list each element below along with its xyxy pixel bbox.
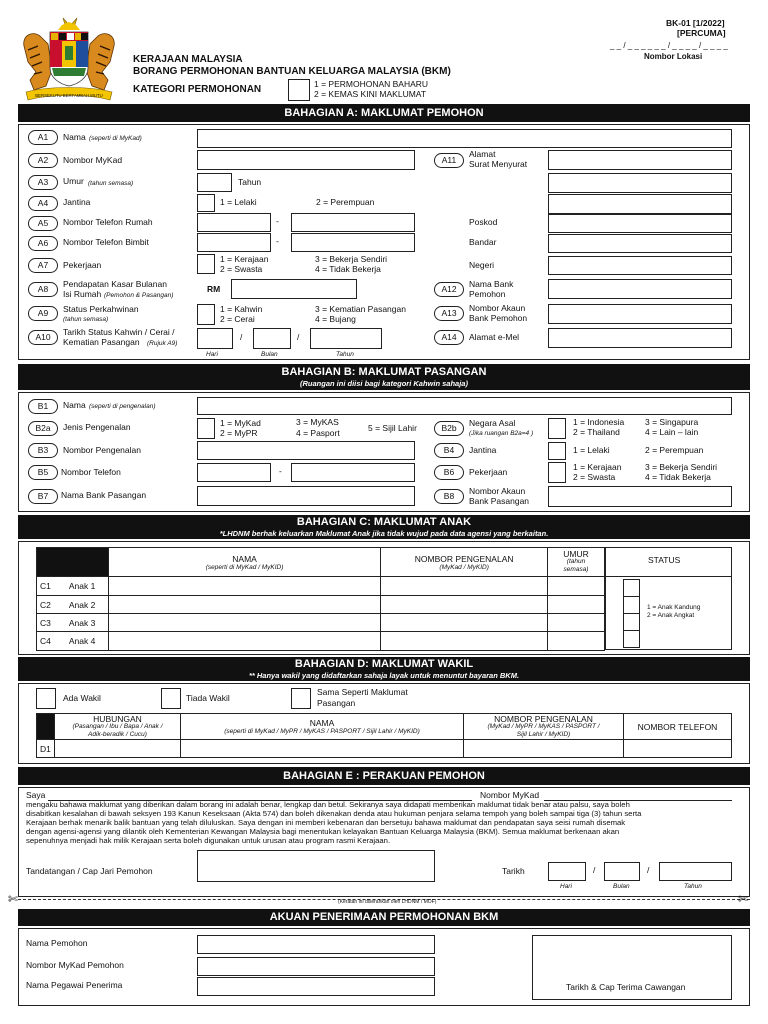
child-4-age-input[interactable] <box>548 632 605 651</box>
relationship-title: HUBUNGAN <box>93 713 142 724</box>
b4-option-2: 2 = Perempuan <box>645 445 704 455</box>
a3-unit: Tahun <box>238 177 262 187</box>
a7-option-4: 4 = Tidak Bekerja <box>315 264 381 274</box>
a10-label-line2: Kematian Pasangan <box>63 337 140 347</box>
a8-code: A8 <box>28 282 58 297</box>
ack-mykad-input[interactable] <box>197 957 435 976</box>
a5-label: Nombor Telefon Rumah <box>63 217 153 227</box>
a12-label-line1: Nama Bank <box>469 279 514 289</box>
shield-icon <box>50 32 88 86</box>
b2a-code: B2a <box>28 421 58 436</box>
child-3-label-cell <box>37 614 109 632</box>
b2b-option-1: 1 = Indonesia <box>573 417 625 427</box>
state-label: Negeri <box>469 260 495 270</box>
b2a-option-4: 4 = Pasport <box>296 428 340 438</box>
b2b-option-2: 2 = Thailand <box>573 427 620 437</box>
state-input[interactable] <box>548 256 732 275</box>
row-code: C2 <box>40 599 51 610</box>
children-id-header <box>381 548 548 577</box>
declaration-line-1: mengaku bahawa maklumat yang diberikan dalam borang ini adalah benar, lengkap dan betul. Sekiranya saya didapati memberikan maklumat tidak benar atau palsu, saya boleh <box>26 800 630 809</box>
representative-name-header <box>181 714 464 740</box>
a13-label-line2: Bank Pemohon <box>469 313 528 323</box>
section-c-header <box>18 515 750 539</box>
section-b-title: BAHAGIAN B: MAKLUMAT PASANGAN <box>281 366 487 378</box>
child-3-id-input[interactable] <box>381 614 548 632</box>
children-header-blank <box>37 548 109 577</box>
date-month-label: Bulan <box>613 883 630 890</box>
child-4-name-input[interactable] <box>108 632 380 651</box>
section-e-header: BAHAGIAN E : PERAKUAN PEMOHON <box>18 767 750 785</box>
b2a-label: Jenis Pengenalan <box>63 422 131 432</box>
a10-slash-2: / <box>297 332 300 342</box>
row-code: C1 <box>40 581 51 591</box>
a3-age-input[interactable] <box>197 173 232 192</box>
a4-code: A4 <box>28 196 58 211</box>
declarant-mykad-label: Nombor MyKad <box>480 790 540 800</box>
table-row <box>37 740 732 758</box>
b6-occupation-input[interactable] <box>548 462 566 483</box>
date-slash-2: / <box>647 865 650 875</box>
child-2-id-input[interactable] <box>381 596 548 614</box>
b6-option-1: 1 = Kerajaan <box>573 462 622 472</box>
a10-day-label: Hari <box>206 351 218 358</box>
a10-year-input[interactable] <box>310 328 382 349</box>
a8-currency: RM <box>207 284 221 294</box>
b8-label-line2: Bank Pasangan <box>469 496 530 506</box>
a6-mobile-number-input[interactable] <box>291 233 415 252</box>
children-id-note: (MyKad / MyKID) <box>439 563 489 571</box>
b2a-option-3: 3 = MyKAS <box>296 417 339 427</box>
b7-label: Nama Bank Pasangan <box>61 490 147 500</box>
b7-bank-name-input[interactable] <box>197 486 415 506</box>
a2-label: Nombor MyKad <box>63 155 123 165</box>
children-id-title: NOMBOR PENGENALAN <box>414 553 514 564</box>
b6-option-3: 3 = Bekerja Sendiri <box>645 462 718 472</box>
a3-note: (tahun semasa) <box>88 180 134 187</box>
a5-phone-prefix-input[interactable] <box>197 213 271 232</box>
relationship-note-1: (Pasangan / Ibu / Bapa / Anak / <box>72 722 163 730</box>
cut-note: (Keratan ini diserahkan oleh LHDNM / MOF) <box>338 899 437 905</box>
city-input[interactable] <box>548 234 732 253</box>
tiada-wakil-label: Tiada Wakil <box>186 693 230 703</box>
a8-note: (Pemohon & Pasangan) <box>104 292 174 299</box>
crest-motto: BERSEKUTU BERTAMBAH MUTU <box>35 93 103 98</box>
category-option-1: 1 = PERMOHONAN BAHARU <box>314 79 429 89</box>
same-as-spouse-checkbox[interactable] <box>291 688 311 709</box>
b5-phone-prefix-input[interactable] <box>197 463 271 482</box>
a11-address-line2-input[interactable] <box>548 173 732 193</box>
a12-label-line2: Pemohon <box>469 289 506 299</box>
date-year-input[interactable] <box>659 862 732 881</box>
child-3-age-input[interactable] <box>548 614 605 632</box>
row-label: Anak 3 <box>68 617 96 628</box>
same-as-spouse-label-line1: Sama Seperti Maklumat <box>317 687 408 697</box>
b2b-country-input[interactable] <box>548 418 566 439</box>
declarant-prefix: Saya <box>26 790 46 800</box>
b5-phone-number-input[interactable] <box>291 463 415 482</box>
a8-label-line2: Isi Rumah <box>63 289 102 299</box>
a11-code: A11 <box>434 153 464 168</box>
form-code: BK-01 [1/2022] <box>666 18 725 28</box>
a10-code: A10 <box>28 330 58 345</box>
b2b-note: (Jika ruangan B2a=4 ) <box>469 430 534 437</box>
ack-officer-label: Nama Pegawai Penerima <box>26 980 123 990</box>
a10-year-label: Tahun <box>336 351 354 358</box>
b2a-option-2: 2 = MyPR <box>220 428 258 438</box>
child-2-name-input[interactable] <box>108 596 380 614</box>
a6-label: Nombor Telefon Bimbit <box>63 237 149 247</box>
b3-code: B3 <box>28 443 58 458</box>
child-1-id-input[interactable] <box>381 577 548 596</box>
a6-dash: - <box>276 236 279 246</box>
section-d-subtitle: ** Hanya wakil yang didaftarkan sahaja layak untuk menuntut bayaran BKM. <box>248 671 520 680</box>
date-label: Tarikh <box>502 866 525 876</box>
representative-name-input[interactable] <box>181 740 464 758</box>
a9-option-1: 1 = Kahwin <box>220 304 263 314</box>
b6-code: B6 <box>434 465 464 480</box>
row-code: C4 <box>40 636 51 646</box>
date-slash-1: / <box>593 865 596 875</box>
children-age-title: UMUR <box>563 549 589 559</box>
ada-wakil-label: Ada Wakil <box>63 693 101 703</box>
children-age-header <box>548 548 605 577</box>
date-day-input[interactable] <box>548 862 586 881</box>
b1-label: Nama <box>63 400 86 410</box>
category-option-2: 2 = KEMAS KINI MAKLUMAT <box>314 89 427 99</box>
representative-id-input[interactable] <box>464 740 624 758</box>
row-label: Anak 4 <box>68 636 96 646</box>
row-code: C3 <box>40 617 51 628</box>
a9-code: A9 <box>28 306 58 321</box>
b6-option-4: 4 = Tidak Bekerja <box>645 472 711 482</box>
date-year-label: Tahun <box>684 883 702 890</box>
child-1-age-input[interactable] <box>548 577 605 596</box>
b8-account-input[interactable] <box>548 486 732 507</box>
b6-option-2: 2 = Swasta <box>573 472 616 482</box>
a2-mykad-input[interactable] <box>197 150 415 170</box>
a11-label-line1: Alamat <box>469 149 496 159</box>
representative-phone-input[interactable] <box>624 740 732 758</box>
a5-code: A5 <box>28 216 58 231</box>
postcode-input[interactable] <box>548 214 732 233</box>
declaration-line-2: disabitkan kesalahan di bawah seksyen 193 Kanun Keseksaan (Akta 574) dan boleh dikenakan denda atau hukuman penjara selama tempoh yang boleh sampai tiga (3) tahun serta <box>26 809 642 818</box>
representative-phone-title: NOMBOR TELEFON <box>637 721 718 732</box>
ack-officer-input[interactable] <box>197 977 435 996</box>
representative-name-title: NAMA <box>309 718 335 728</box>
branch-stamp-label: Tarikh & Cap Terima Cawangan <box>566 982 686 992</box>
same-as-spouse-label-line2: Pasangan <box>317 698 356 708</box>
a4-gender-input[interactable] <box>197 194 215 212</box>
child-4-label-cell <box>37 632 109 651</box>
a7-code: A7 <box>28 258 58 273</box>
location-label: Nombor Lokasi <box>644 52 703 61</box>
section-d-header <box>18 657 750 681</box>
a4-option-1: 1 = Lelaki <box>220 197 257 207</box>
ack-mykad-label: Nombor MyKad Pemohon <box>26 960 124 970</box>
malaysia-coat-of-arms-logo <box>18 16 120 104</box>
b6-label: Pekerjaan <box>469 467 508 477</box>
child-4-id-input[interactable] <box>381 632 548 651</box>
b1-note: (seperti di pengenalan) <box>89 403 156 410</box>
relationship-header <box>55 714 181 740</box>
a13-code: A13 <box>434 306 464 321</box>
signature-label: Tandatangan / Cap Jari Pemohon <box>26 866 153 876</box>
a6-code: A6 <box>28 236 58 251</box>
a8-label-line1: Pendapatan Kasar Bulanan <box>63 279 167 289</box>
location-number-field[interactable]: _ _ / _ _ _ _ _ _ / _ _ _ _ / _ _ _ _ <box>610 41 728 50</box>
child-2-label-cell <box>37 596 109 614</box>
date-month-input[interactable] <box>604 862 640 881</box>
b2a-option-1: 1 = MyKad <box>220 418 261 428</box>
a7-option-1: 1 = Kerajaan <box>220 254 269 264</box>
a11-address-line1-input[interactable] <box>548 150 732 170</box>
a5-dash: - <box>276 216 279 226</box>
a9-option-4: 4 = Bujang <box>315 314 356 324</box>
a5-phone-number-input[interactable] <box>291 213 415 232</box>
representative-relationship-input[interactable] <box>55 740 181 758</box>
b5-dash: - <box>279 466 282 476</box>
children-status-title: STATUS <box>648 555 681 565</box>
children-name-header <box>108 548 380 577</box>
a2-code: A2 <box>28 153 58 168</box>
representative-id-note-2: Sijil Lahir / MyKID) <box>516 730 571 738</box>
child-1-status-input[interactable] <box>623 579 640 597</box>
scissors-icon-right: ✄ <box>738 892 749 906</box>
table-row <box>37 632 605 651</box>
representative-row-code: D1 <box>37 740 55 758</box>
b5-label: Nombor Telefon <box>61 467 121 477</box>
representative-id-header <box>464 714 624 740</box>
city-label: Bandar <box>469 237 497 247</box>
a1-label: Nama <box>63 132 86 142</box>
b8-label-line1: Nombor Akaun <box>469 486 526 496</box>
a7-label: Pekerjaan <box>63 260 102 270</box>
a7-option-3: 3 = Bekerja Sendiri <box>315 254 388 264</box>
b2b-label: Negara Asal <box>469 418 516 428</box>
a6-mobile-prefix-input[interactable] <box>197 233 271 252</box>
free-label: [PERCUMA] <box>677 28 726 38</box>
a10-month-input[interactable] <box>253 328 291 349</box>
ack-name-input[interactable] <box>197 935 435 954</box>
declaration-line-3: Kerajaan berhak menarik balik bantuan yang telah diluluskan. Saya dengan ini memberi kebenaran dan bersetuju bahawa maklumat dan pendapatan saya seisi rumah disemak <box>26 818 626 827</box>
relationship-note-2: Adik-beradik / Cucu) <box>88 730 147 738</box>
right-tiger-icon <box>86 34 114 90</box>
a9-option-2: 2 = Cerai <box>220 314 255 324</box>
child-4-status-input[interactable] <box>623 630 640 648</box>
representative-header-blank <box>37 714 55 740</box>
a3-label: Umur <box>63 176 84 186</box>
a14-label: Alamat e-Mel <box>469 332 520 342</box>
representative-table <box>36 713 732 758</box>
a9-marital-input[interactable] <box>197 304 215 325</box>
a13-account-input[interactable] <box>548 304 732 324</box>
children-name-title: NAMA <box>232 553 257 564</box>
children-age-note-1: (tahun <box>566 558 586 565</box>
a4-option-2: 2 = Perempuan <box>316 197 375 207</box>
b5-code: B5 <box>28 465 58 480</box>
a1-code: A1 <box>28 130 58 145</box>
representative-id-title: NOMBOR PENGENALAN <box>494 713 593 724</box>
signature-box[interactable] <box>197 850 435 882</box>
tiada-wakil-checkbox[interactable] <box>161 688 181 709</box>
section-c-subtitle: *LHDNM berhak keluarkan Maklumat Anak jika tidak wujud pada data agensi yang berkaitan. <box>219 529 549 538</box>
govt-title: KERAJAAN MALAYSIA <box>133 54 243 65</box>
b1-code: B1 <box>28 399 58 414</box>
a9-label: Status Perkahwinan <box>63 304 139 314</box>
child-3-status-input[interactable] <box>623 613 640 631</box>
a12-bank-name-input[interactable] <box>548 279 732 299</box>
a1-name-input[interactable] <box>197 129 732 148</box>
declaration-line-5: sepenuhnya menjadi hak milik Kerajaan serta boleh digunakan untuk urusan atau program rasmi Kerajaan. <box>26 836 391 845</box>
b3-id-number-input[interactable] <box>197 441 415 460</box>
section-c-title: BAHAGIAN C: MAKLUMAT ANAK <box>296 516 472 528</box>
section-a-header: BAHAGIAN A: MAKLUMAT PEMOHON <box>18 104 750 122</box>
b2a-id-type-input[interactable] <box>197 418 215 439</box>
table-row <box>37 614 605 632</box>
a14-code: A14 <box>434 330 464 345</box>
b4-option-1: 1 = Lelaki <box>573 445 610 455</box>
row-label: Anak 1 <box>68 581 96 591</box>
a4-label: Jantina <box>63 197 91 207</box>
form-title: BORANG PERMOHONAN BANTUAN KELUARGA MALAYSIA (BKM) <box>133 66 451 77</box>
ack-name-label: Nama Pemohon <box>26 938 88 948</box>
row-label: Anak 2 <box>68 599 96 610</box>
left-tiger-icon <box>24 34 52 90</box>
ada-wakil-checkbox[interactable] <box>36 688 56 709</box>
section-d-title: BAHAGIAN D: MAKLUMAT WAKIL <box>294 658 474 670</box>
a3-code: A3 <box>28 175 58 190</box>
status-option-1: 1 = Anak Kandung <box>647 604 701 611</box>
b2b-option-3: 3 = Singapura <box>645 417 699 427</box>
b2a-option-5: 5 = Sijil Lahir <box>368 423 417 433</box>
b3-label: Nombor Pengenalan <box>63 445 141 455</box>
children-table <box>36 547 605 651</box>
b7-code: B7 <box>28 489 58 504</box>
b4-code: B4 <box>434 443 464 458</box>
date-day-label: Hari <box>560 883 572 890</box>
a1-note: (seperti di MyKad) <box>89 135 142 142</box>
declaration-line-4: dengan agensi-agensi yang dilantik oleh Kementerian Kewangan Malaysia bagi menentukan kelayakan Bantuan Keluarga Malaysia (BKM). Semua maklumat berkenaan akan <box>26 827 620 836</box>
section-b-subtitle: (Ruangan ini diisi bagi kategori Kahwin sahaja) <box>300 379 468 388</box>
a7-occupation-input[interactable] <box>197 254 215 274</box>
a10-day-input[interactable] <box>197 328 233 349</box>
scissors-icon-left: ✄ <box>8 892 19 906</box>
status-option-2: 2 = Anak Angkat <box>647 612 695 619</box>
a13-label-line1: Nombor Akaun <box>469 303 526 313</box>
b2b-option-4: 4 = Lain – lain <box>645 427 699 437</box>
b1-name-input[interactable] <box>197 397 732 415</box>
a11-address-line3-input[interactable] <box>548 194 732 214</box>
postcode-label: Poskod <box>469 217 498 227</box>
ack-header: AKUAN PENERIMAAN PERMOHONAN BKM <box>18 909 750 926</box>
child-1-name-input[interactable] <box>108 577 380 596</box>
a7-option-2: 2 = Swasta <box>220 264 263 274</box>
representative-id-note-1: (MyKad / MyPR / MyKAS / PASPORT / <box>487 722 600 730</box>
a10-note: (Rujuk A9) <box>147 340 178 347</box>
child-2-age-input[interactable] <box>548 596 605 614</box>
a10-month-label: Bulan <box>261 351 278 358</box>
children-age-note-2: semasa) <box>563 566 589 573</box>
category-label: KATEGORI PERMOHONAN <box>133 84 262 95</box>
a14-email-input[interactable] <box>548 328 732 348</box>
children-name-note: (seperti di MyKad / MyKID) <box>205 563 284 571</box>
table-row <box>37 596 605 614</box>
a9-note: (tahun semasa) <box>63 316 109 323</box>
category-input-box[interactable] <box>288 79 310 101</box>
b2b-code: B2b <box>434 421 464 436</box>
a10-slash-1: / <box>240 332 243 342</box>
a11-label-line2: Surat Menyurat <box>469 159 528 169</box>
representative-phone-header <box>624 714 732 740</box>
child-3-name-input[interactable] <box>108 614 380 632</box>
section-b-header <box>18 364 750 390</box>
representative-name-note: (seperti di MyKad / MyPR / MyKAS / PASPORT / Sijil Lahir / MyKID) <box>224 728 420 735</box>
child-2-status-input[interactable] <box>623 596 640 614</box>
child-1-label-cell <box>37 577 109 596</box>
b4-gender-input[interactable] <box>548 442 566 460</box>
table-row <box>37 577 605 596</box>
a10-label-line1: Tarikh Status Kahwin / Cerai / <box>63 327 175 337</box>
a12-code: A12 <box>434 282 464 297</box>
a9-option-3: 3 = Kematian Pasangan <box>315 304 406 314</box>
b8-code: B8 <box>434 489 464 504</box>
a8-income-input[interactable] <box>231 279 357 299</box>
b4-label: Jantina <box>469 445 497 455</box>
